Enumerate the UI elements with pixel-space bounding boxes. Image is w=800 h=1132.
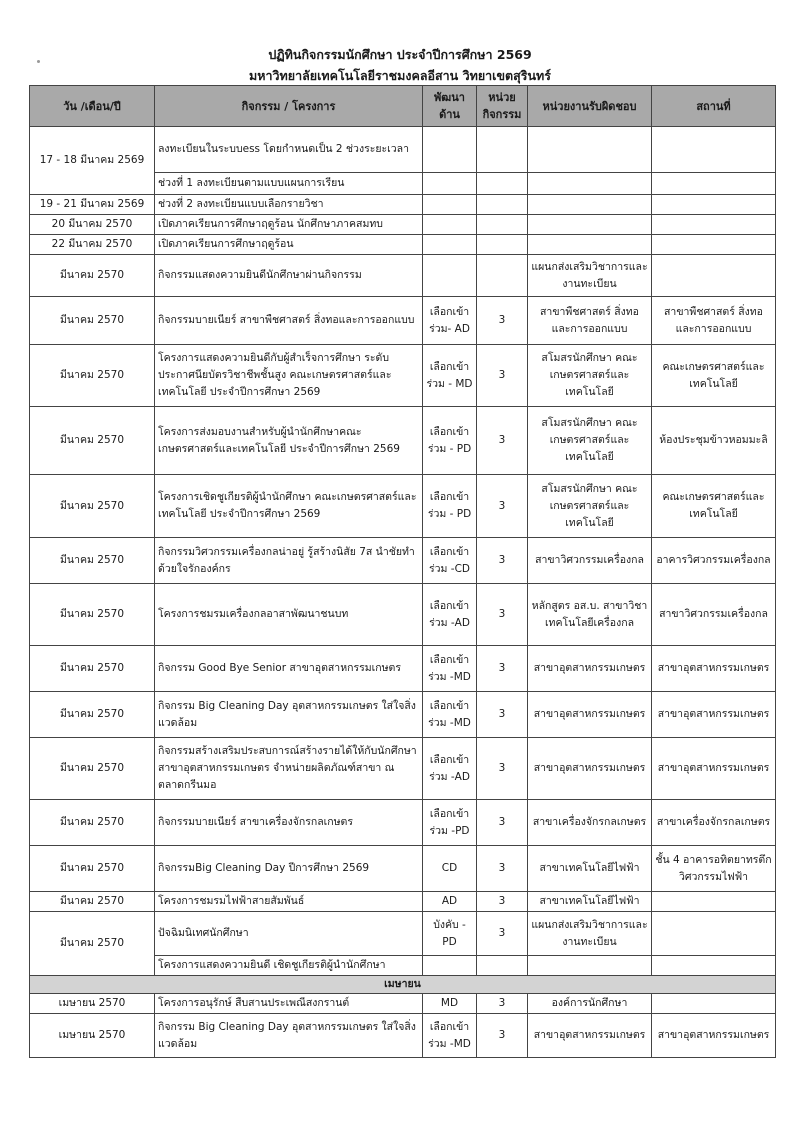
row-responsible: สาขาเทคโนโลยีไฟฟ้า [528,846,652,892]
row-place: สาขาวิศวกรรมเครื่องกล [652,584,776,646]
table-row [30,235,776,255]
row-responsible: สโมสรนักศึกษา คณะเกษตรศาสตร์และเทคโนโลยี [528,407,652,475]
row-unit: 3 [477,1014,528,1058]
row-date: มีนาคม 2570 [30,345,155,407]
table-row [30,646,776,692]
row-activity: โครงการส่งมอบงานสำหรับผู้นำนักศึกษาคณะเกษตรศาสตร์และเทคโนโลยี ประจำปีการศึกษา 2569 [155,407,423,475]
row-place: คณะเกษตรศาสตร์และเทคโนโลยี [652,475,776,538]
row-development [423,173,477,195]
row-unit [477,235,528,255]
row-place [652,127,776,173]
row-responsible: สาขาอุตสาหกรรมเกษตร [528,1014,652,1058]
row-unit: 3 [477,475,528,538]
row-place: สาขาเครื่องจักรกลเกษตร [652,800,776,846]
row-responsible: หลักสูตร อส.บ. สาขาวิชาเทคโนโลยีเครื่องกล [528,584,652,646]
row-development: เลือกเข้าร่วม -AD [423,584,477,646]
row-development: AD [423,892,477,912]
row-development: เลือกเข้าร่วม -MD [423,1014,477,1058]
row-unit [477,195,528,215]
row-development: เลือกเข้าร่วม - MD [423,345,477,407]
row-unit: 3 [477,800,528,846]
row-activity: ปัจฉิมนิเทศนักศึกษา [155,912,423,956]
header-activity: กิจกรรม / โครงการ [155,86,423,127]
row-unit [477,173,528,195]
row-responsible: แผนกส่งเสริมวิชาการและงานทะเบียน [528,255,652,297]
row-development: เลือกเข้าร่วม - PD [423,407,477,475]
table-row [30,475,776,538]
row-place [652,912,776,956]
row-responsible [528,235,652,255]
row-place [652,255,776,297]
row-responsible: องค์การนักศึกษา [528,994,652,1014]
row-place: อาคารวิศวกรรมเครื่องกล [652,538,776,584]
row-responsible [528,195,652,215]
row-activity: กิจกรรมแสดงความยินดีนักศึกษาผ่านกิจกรรม [155,255,423,297]
row-date: 17 - 18 มีนาคม 2569 [30,127,155,195]
row-activity: โครงการชมรมเครื่องกลอาสาพัฒนาชนบท [155,584,423,646]
row-activity: โครงการเชิดชูเกียรติผู้นำนักศึกษา คณะเกษตรศาสตร์และเทคโนโลยี ประจำปีการศึกษา 2569 [155,475,423,538]
row-place [652,892,776,912]
row-date: มีนาคม 2570 [30,800,155,846]
row-unit: 3 [477,646,528,692]
row-development: เลือกเข้าร่วม -MD [423,692,477,738]
row-unit [477,255,528,297]
row-date: 22 มีนาคม 2570 [30,235,155,255]
row-place: สาขาอุตสาหกรรมเกษตร [652,692,776,738]
row-responsible: สาขาพืชศาสตร์ สิ่งทอและการออกแบบ [528,297,652,345]
row-date: มีนาคม 2570 [30,846,155,892]
row-activity: เปิดภาคเรียนการศึกษาฤดูร้อน [155,235,423,255]
month-heading: เมษายน [30,976,776,994]
row-activity: กิจกรรม Big Cleaning Day อุตสาหกรรมเกษตร ใส่ใจสิ่งแวดล้อม [155,1014,423,1058]
row-place: สาขาพืชศาสตร์ สิ่งทอและการออกแบบ [652,297,776,345]
row-responsible: สาขาเทคโนโลยีไฟฟ้า [528,892,652,912]
row-development: เลือกเข้าร่วม -PD [423,800,477,846]
table-row [30,800,776,846]
row-place [652,235,776,255]
row-development: เลือกเข้าร่วม -CD [423,538,477,584]
row-activity: เปิดภาคเรียนการศึกษาฤดูร้อน นักศึกษาภาคสมทบ [155,215,423,235]
document-title: ปฏิทินกิจกรรมนักศึกษา ประจำปีการศึกษา 2569 [268,47,532,62]
row-activity: ช่วงที่ 1 ลงทะเบียนตามแบบแผนการเรียน [155,173,423,195]
header-development: พัฒนาด้าน [423,86,477,127]
table-row [30,345,776,407]
row-date: มีนาคม 2570 [30,475,155,538]
row-unit: 3 [477,994,528,1014]
row-date: มีนาคม 2570 [30,584,155,646]
row-development [423,195,477,215]
row-place [652,994,776,1014]
month-heading-row [30,976,776,994]
row-responsible [528,215,652,235]
row-date: มีนาคม 2570 [30,646,155,692]
row-responsible [528,127,652,173]
row-unit [477,127,528,173]
table-header-row [30,86,776,127]
row-responsible: สาขาเครื่องจักรกลเกษตร [528,800,652,846]
row-date: 20 มีนาคม 2570 [30,215,155,235]
row-development: MD [423,994,477,1014]
table-row [30,538,776,584]
row-unit: 3 [477,407,528,475]
row-unit: 3 [477,912,528,956]
row-unit: 3 [477,538,528,584]
table-row [30,892,776,912]
row-place [652,195,776,215]
row-responsible: แผนกส่งเสริมวิชาการและงานทะเบียน [528,912,652,956]
row-date: มีนาคม 2570 [30,738,155,800]
row-development: เลือกเข้าร่วม - PD [423,475,477,538]
table-row [30,127,776,173]
row-place [652,215,776,235]
row-development: เลือกเข้าร่วม -MD [423,646,477,692]
activity-calendar-table [29,85,776,1058]
row-unit: 3 [477,345,528,407]
row-place: สาขาอุตสาหกรรมเกษตร [652,646,776,692]
header-place: สถานที่ [652,86,776,127]
row-responsible: สาขาวิศวกรรมเครื่องกล [528,538,652,584]
row-unit [477,956,528,976]
row-responsible: สาขาอุตสาหกรรมเกษตร [528,646,652,692]
row-responsible: สโมสรนักศึกษา คณะเกษตรศาสตร์และเทคโนโลยี [528,345,652,407]
row-activity: กิจกรรม Good Bye Senior สาขาอุตสาหกรรมเกษตร [155,646,423,692]
row-date: มีนาคม 2570 [30,692,155,738]
row-place [652,956,776,976]
row-development [423,255,477,297]
table-row [30,255,776,297]
row-date: มีนาคม 2570 [30,407,155,475]
row-activity: กิจกรรม Big Cleaning Day อุตสาหกรรมเกษตร ใส่ใจสิ่งแวดล้อม [155,692,423,738]
row-activity: โครงการแสดงความยินดี เชิดชูเกียรติผู้นำนักศึกษา [155,956,423,976]
row-activity: โครงการอนุรักษ์ สืบสานประเพณีสงกรานต์ [155,994,423,1014]
table-row [30,846,776,892]
table-row [30,912,776,956]
row-development: CD [423,846,477,892]
row-activity: กิจกรรมวิศวกรรมเครื่องกลน่าอยู่ รู้สร้างนิสัย 7ส นำชัยทำด้วยใจรักองค์กร [155,538,423,584]
row-date: มีนาคม 2570 [30,297,155,345]
table-row [30,692,776,738]
row-development [423,235,477,255]
row-activity: กิจกรรมสร้างเสริมประสบการณ์สร้างรายได้ให้กับนักศึกษาสาขาอุตสาหกรรมเกษตร จำหน่ายผลิตภัณฑ์สาขา ณ ตลาดกรีนมอ [155,738,423,800]
row-responsible: สาขาอุตสาหกรรมเกษตร [528,692,652,738]
table-row [30,584,776,646]
row-development: บังคับ - PD [423,912,477,956]
row-development: เลือกเข้าร่วม- AD [423,297,477,345]
table-row [30,738,776,800]
row-date: มีนาคม 2570 [30,538,155,584]
row-responsible [528,173,652,195]
row-unit: 3 [477,892,528,912]
table-row [30,195,776,215]
row-place: สาขาอุตสาหกรรมเกษตร [652,738,776,800]
document-subtitle: มหาวิทยาลัยเทคโนโลยีราชมงคลอีสาน วิทยาเขตสุรินทร์ [249,68,551,83]
row-activity: โครงการแสดงความยินดีกับผู้สำเร็จการศึกษา ระดับประกาศนียบัตรวิชาชีพชั้นสูง คณะเกษตรศาสตร์และเทคโนโลยี ประจำปีการศึกษา 2569 [155,345,423,407]
row-unit: 3 [477,692,528,738]
row-activity: ลงทะเบียนในระบบess โดยกำหนดเป็น 2 ช่วงระยะเวลา [155,127,423,173]
table-row [30,1014,776,1058]
header-date: วัน /เดือน/ปี [30,86,155,127]
row-date: เมษายน 2570 [30,994,155,1014]
row-unit: 3 [477,738,528,800]
table-row [30,297,776,345]
row-unit: 3 [477,846,528,892]
row-responsible: สาขาอุตสาหกรรมเกษตร [528,738,652,800]
row-place: สาขาอุตสาหกรรมเกษตร [652,1014,776,1058]
row-development [423,956,477,976]
row-development [423,215,477,235]
row-activity: โครงการชมรมไฟฟ้าสายสัมพันธ์ [155,892,423,912]
row-development [423,127,477,173]
row-unit: 3 [477,584,528,646]
row-activity: ช่วงที่ 2 ลงทะเบียนแบบเลือกรายวิชา [155,195,423,215]
row-date: มีนาคม 2570 [30,892,155,912]
row-activity: กิจกรรมบายเนียร์ สาขาเครื่องจักรกลเกษตร [155,800,423,846]
row-date: มีนาคม 2570 [30,255,155,297]
row-activity: กิจกรรมบายเนียร์ สาขาพืชศาสตร์ สิ่งทอและการออกแบบ [155,297,423,345]
row-development: เลือกเข้าร่วม -AD [423,738,477,800]
table-row [30,994,776,1014]
row-place: คณะเกษตรศาสตร์และเทคโนโลยี [652,345,776,407]
row-activity: กิจกรรมBig Cleaning Day ปีการศึกษา 2569 [155,846,423,892]
row-unit: 3 [477,297,528,345]
header-unit: หน่วย กิจกรรม [477,86,528,127]
row-place: ชั้น 4 อาคารอทิตยาทรตึกวิศวกรรมไฟฟ้า [652,846,776,892]
row-date: เมษายน 2570 [30,1014,155,1058]
row-date: 19 - 21 มีนาคม 2569 [30,195,155,215]
row-responsible: สโมสรนักศึกษา คณะเกษตรศาสตร์และเทคโนโลยี [528,475,652,538]
row-date: มีนาคม 2570 [30,912,155,976]
row-responsible [528,956,652,976]
table-row [30,407,776,475]
row-unit [477,215,528,235]
table-row [30,215,776,235]
row-place [652,173,776,195]
row-place: ห้องประชุมข้าวหอมมะลิ [652,407,776,475]
header-responsible: หน่วยงานรับผิดชอบ [528,86,652,127]
